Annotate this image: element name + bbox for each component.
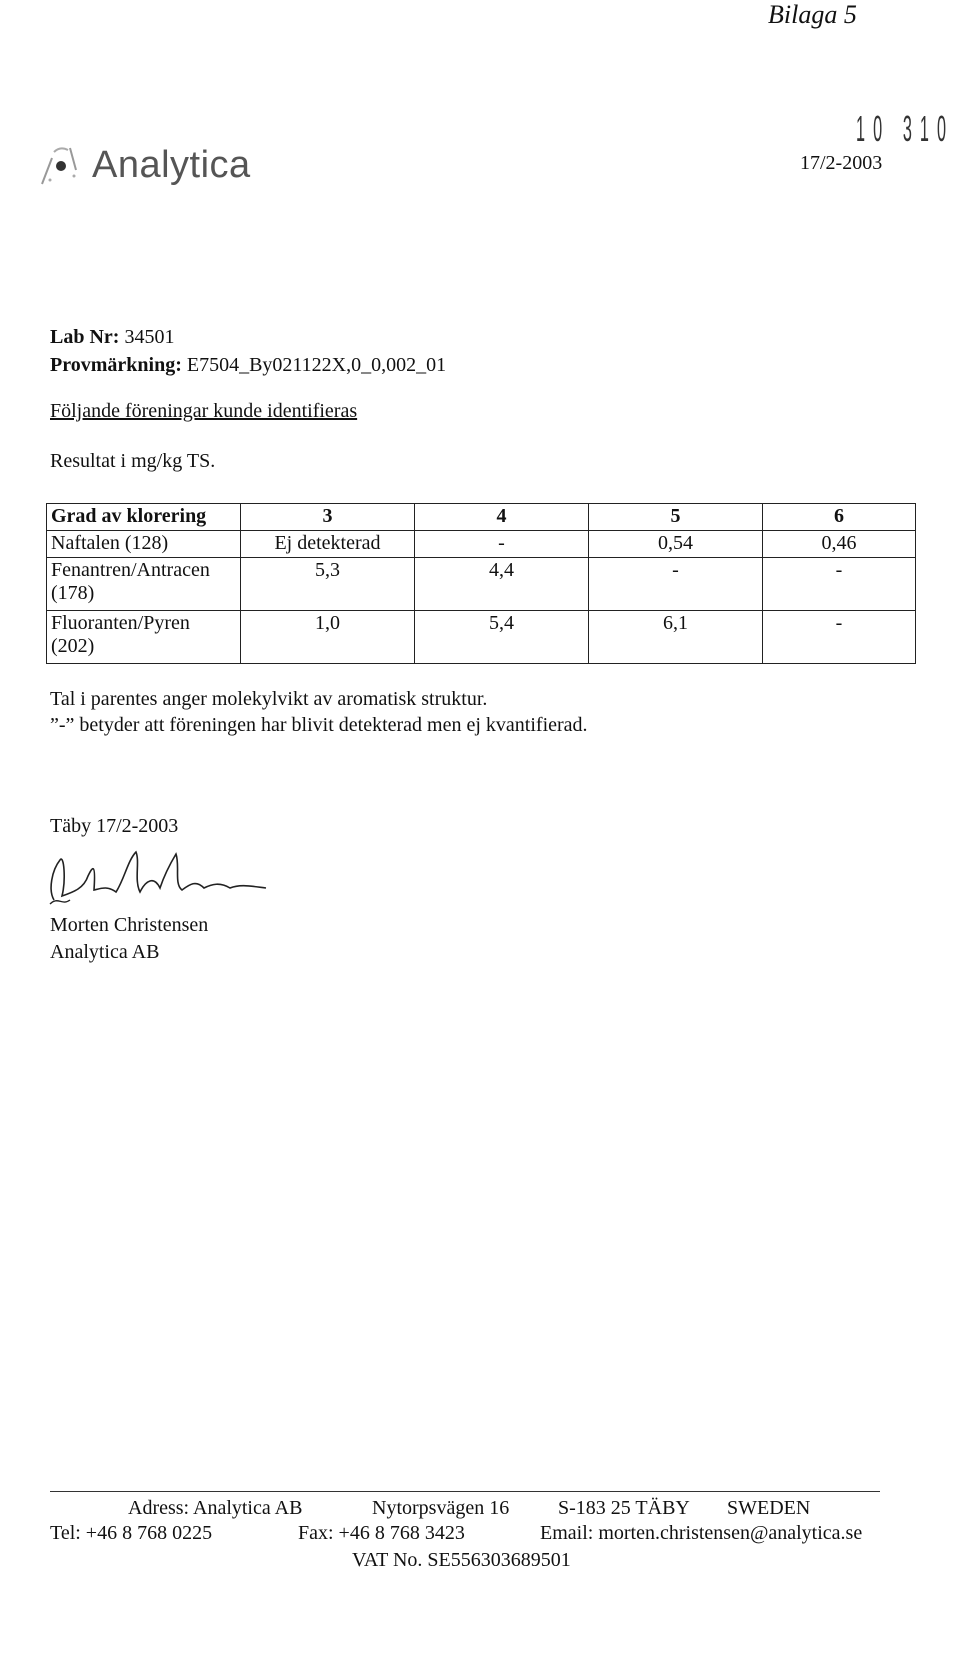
table-cell: 4,4 — [415, 558, 589, 611]
table-cell: 6,1 — [589, 611, 763, 664]
lab-nr-value: 34501 — [124, 326, 175, 348]
signer-company: Analytica AB — [50, 941, 160, 963]
table-row — [47, 531, 916, 558]
table-header-cell: Grad av klorering — [47, 504, 241, 531]
lab-nr-line — [50, 323, 446, 351]
table-cell: - — [415, 531, 589, 558]
table-row — [47, 611, 916, 664]
footer-street: Nytorpsvägen 16 — [372, 1497, 510, 1519]
signer-block — [50, 912, 208, 966]
note-molecular-weight: Tal i parentes anger molekylvikt av aromatisk struktur. — [50, 688, 488, 710]
table-cell: 5,4 — [415, 611, 589, 664]
signer-name: Morten Christensen — [50, 914, 209, 936]
footer-divider — [50, 1491, 880, 1492]
lab-nr-label: Lab Nr: — [50, 326, 120, 348]
footer-tel: Tel: +46 8 768 0225 — [50, 1522, 213, 1544]
table-cell: 1,0 — [241, 611, 415, 664]
table-cell: 0,46 — [763, 531, 916, 558]
footer-country: SWEDEN — [727, 1497, 811, 1519]
handwritten-stamp: 10 310 — [856, 108, 955, 149]
lab-info — [50, 323, 446, 379]
footer-postal: S-183 25 TÄBY — [558, 1497, 690, 1519]
table-cell: - — [589, 558, 763, 611]
table-cell: Fluoranten/Pyren (202) — [47, 611, 241, 664]
table-header-row — [47, 504, 916, 531]
table-cell: Naftalen (128) — [47, 531, 241, 558]
table-header-cell: 3 — [241, 504, 415, 531]
table-cell: - — [763, 611, 916, 664]
table-cell: - — [763, 558, 916, 611]
footer-email: Email: morten.christensen@analytica.se — [540, 1522, 863, 1544]
table-cell: 5,3 — [241, 558, 415, 611]
table-header-cell: 5 — [589, 504, 763, 531]
analytica-logo — [30, 140, 251, 190]
appendix-label: Bilaga 5 — [768, 0, 857, 29]
prov-line — [50, 351, 446, 379]
unit-text: Resultat i mg/kg TS. — [50, 450, 216, 472]
header-date: 17/2-2003 — [800, 152, 883, 174]
note-dash-meaning: ”-” betyder att föreningen har blivit detekterad men ej kvantifierad. — [50, 714, 588, 736]
logo-text: Analytica — [92, 143, 251, 186]
logo-mark-icon — [30, 140, 92, 190]
prov-label: Provmärkning: — [50, 354, 182, 376]
footer-vat: VAT No. SE556303689501 — [352, 1549, 571, 1571]
table-cell: 0,54 — [589, 531, 763, 558]
place-date: Täby 17/2-2003 — [50, 815, 179, 837]
table-row — [47, 558, 916, 611]
table-cell: Ej detekterad — [241, 531, 415, 558]
results-table — [46, 503, 916, 664]
footer-fax: Fax: +46 8 768 3423 — [298, 1522, 465, 1544]
handwritten-signature — [44, 840, 284, 917]
intro-heading: Följande föreningar kunde identifieras — [50, 400, 358, 422]
footer-adress: Adress: Analytica AB — [128, 1497, 303, 1519]
table-header-cell: 4 — [415, 504, 589, 531]
table-cell: Fenantren/Antracen (178) — [47, 558, 241, 611]
table-header-cell: 6 — [763, 504, 916, 531]
prov-value: E7504_By021122X,0_0,002_01 — [186, 354, 447, 376]
